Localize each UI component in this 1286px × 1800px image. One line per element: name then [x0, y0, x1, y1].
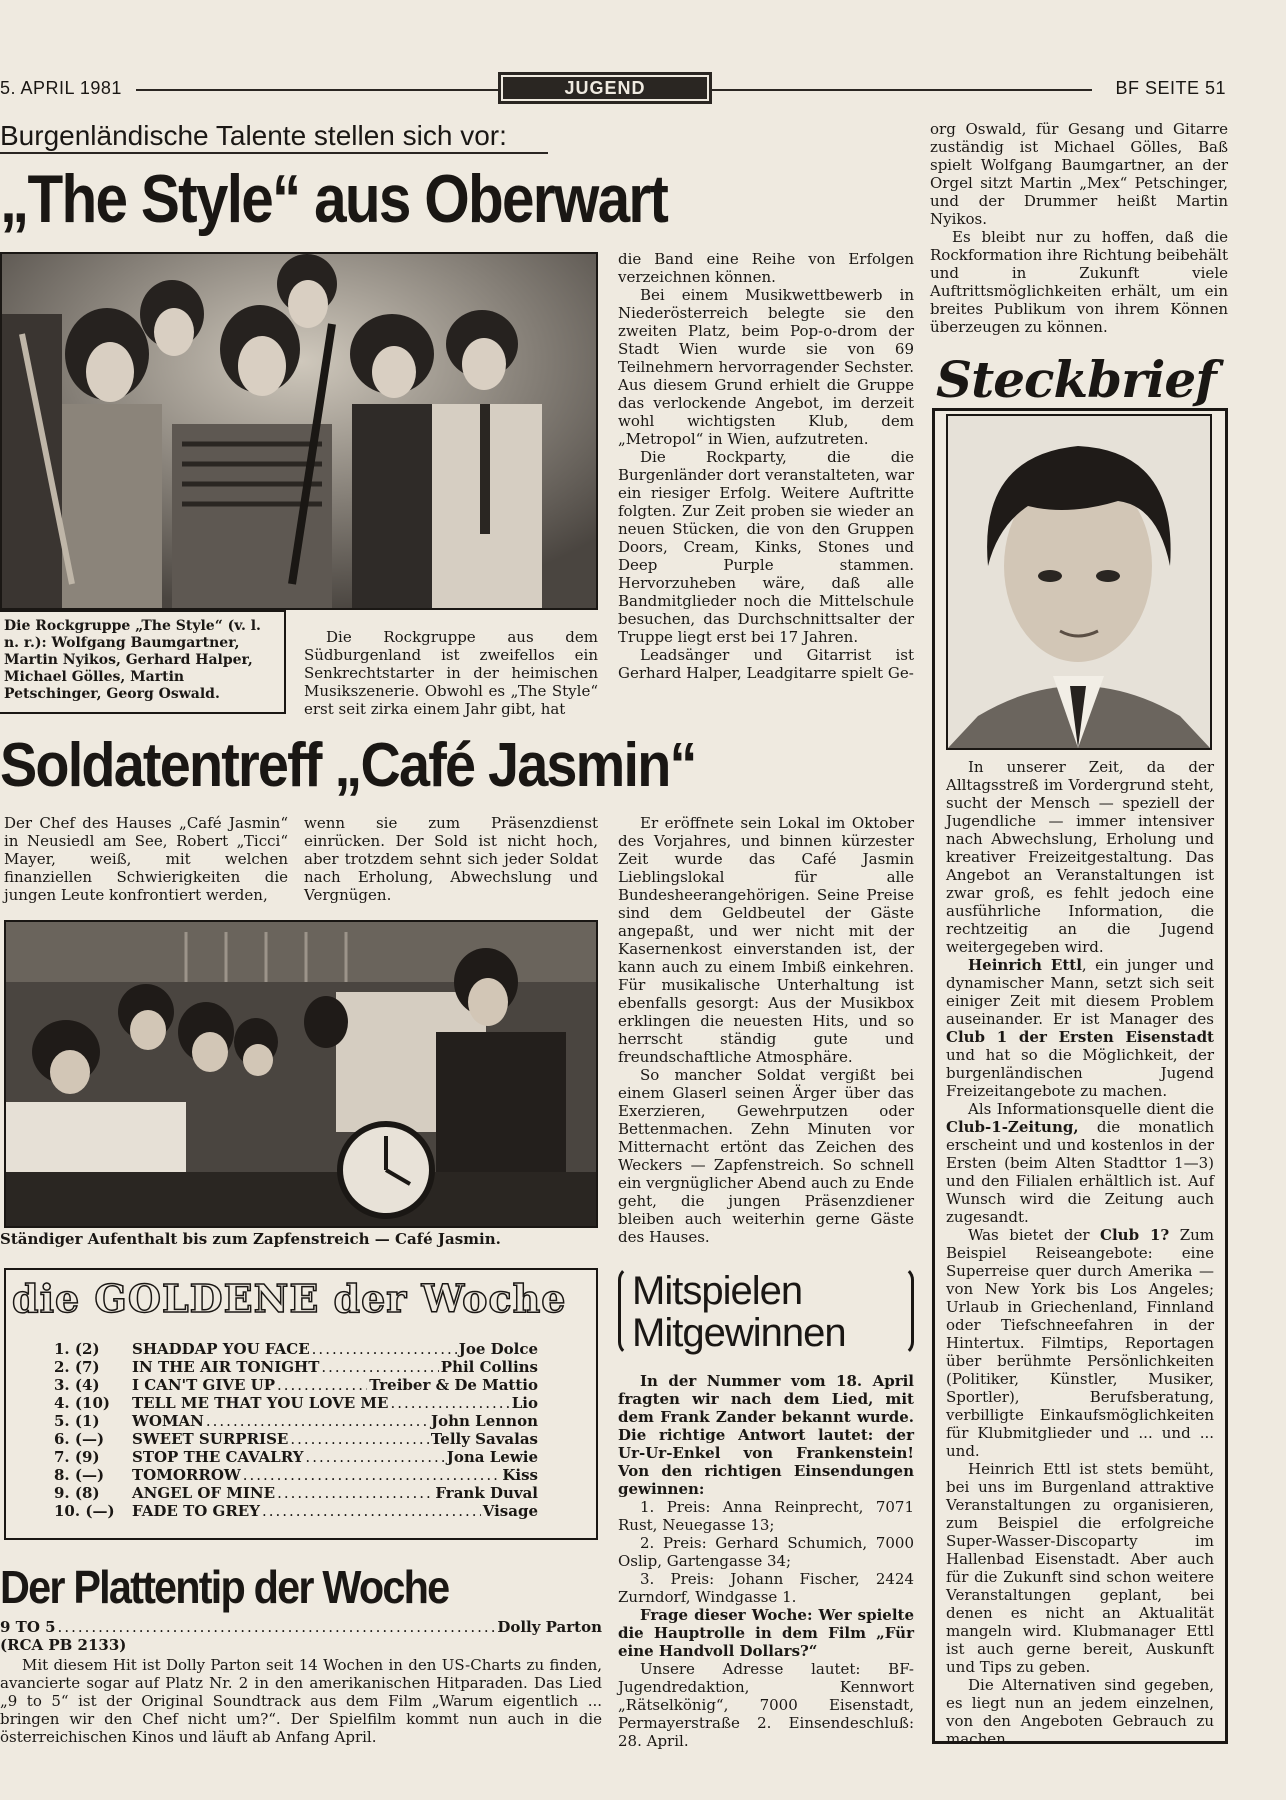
kicker-underline: [0, 152, 548, 154]
chart-artist: Telly Savalas: [430, 1430, 538, 1448]
chart-rank: 2.: [54, 1358, 70, 1376]
cafe-photo-caption: Ständiger Aufenthalt bis zum Zapfenstreich — Café Jasmin.: [0, 1230, 501, 1248]
chart-prev: (4): [74, 1376, 100, 1394]
steckbrief-p3a: Als Informationsquelle dient die: [968, 1100, 1214, 1118]
chart-entry-4: [54, 1394, 538, 1412]
chart-title: WOMAN: [132, 1412, 204, 1430]
chart-entry-1: [54, 1340, 538, 1358]
article1-col1: Die Rockgruppe aus dem Südburgenland ist zweifellos ein Senkrechtstarter in der heimischen Musikszenerie. Obwohl es „The Style“ erst seit zirka einem Jahr gibt, hat: [304, 628, 598, 718]
steckbrief-club-name: Club 1 der Ersten Eisenstadt: [946, 1028, 1214, 1046]
chart-rank: 7.: [54, 1448, 70, 1466]
chart-title: SWEET SURPRISE: [132, 1430, 289, 1448]
mitspielen-question: Frage dieser Woche: Wer spielte die Hauptrolle in dem Film „Für eine Handvoll Dollars?“: [618, 1606, 914, 1660]
portrait-image: [948, 416, 1210, 748]
plattentip-headline: Der Plattentip der Woche: [0, 1561, 449, 1613]
section-label: JUGEND: [498, 72, 712, 104]
chart-rank: 6.: [54, 1430, 70, 1448]
steckbrief-body: [946, 758, 1214, 1748]
chart-rank: 5.: [54, 1412, 70, 1430]
article1-col2-p2: Bei einem Musikwettbewerb in Niederösterreich belegte sie den zweiten Platz, beim Pop-o-drom der Stadt Wien wurde sie von 69 Teilnehmern hervorragender Sechster. Aus diesem Grund erhielt die Gruppe das verlockende Angebot, im derzeit wohl wichtigsten Klub, dem „Metropol“ in Wien, aufzutreten.: [618, 286, 914, 448]
chart-prev: (8): [74, 1484, 100, 1502]
article1-col2-p4: Leadsänger und Gitarrist ist Gerhard Halper, Leadgitarre spielt Ge-: [618, 646, 914, 682]
article1-col2-p3: Die Rockparty, die die Burgenländer dort veranstalteten, war ein riesiger Erfolg. Weitere Auftritte folgten. Zur Zeit proben sie wieder an neuen Stücken, die von den Gruppen Doors, Cream, Kinks, Stones und Deep Purple stammen. Hervorzuheben wäre, daß alle Bandmitglieder noch die Mittelschule besuchen, das Durchschnittsalter der Truppe liegt erst bei 17 Jahren.: [618, 448, 914, 646]
chart-entry-6: [54, 1430, 538, 1448]
article2-col3: [618, 814, 914, 1246]
steckbrief-zeitung: Club-1-Zeitung,: [946, 1118, 1079, 1136]
chart-title: FADE TO GREY: [132, 1502, 260, 1520]
article2-headline: Soldatentreff „Café Jasmin“: [0, 731, 696, 800]
chart-prev: (1): [74, 1412, 100, 1430]
chart-artist: Treiber & De Mattio: [369, 1376, 538, 1394]
portrait-photo: [946, 414, 1212, 750]
header-rule-right: [712, 89, 1092, 91]
steckbrief-p3b: die monatlich erscheint und und kostenlos in der Ersten (beim Alten Stadttor 1—3) und den Filialen erhältlich ist. Auf Wunsch wird die Zeitung auch zugesandt.: [946, 1118, 1214, 1226]
chart-artist: Joe Dolce: [458, 1340, 538, 1358]
steckbrief-p6: Die Alternativen sind gegeben, es liegt nun an jedem einzelnen, von den Angeboten Gebrauch zu machen.: [946, 1676, 1214, 1748]
mitspielen-prize1: 1. Preis: Anna Reinprecht, 7071 Rust, Neuegasse 13;: [618, 1498, 914, 1534]
chart-title: TELL ME THAT YOU LOVE ME: [132, 1394, 389, 1412]
plattentip-body: Mit diesem Hit ist Dolly Parton seit 14 Wochen in den US-Charts zu finden, avancierte sogar auf Platz Nr. 2 in den amerikanischen Hitparaden. Das Lied „9 to 5“ ist der Original Soundtrack aus dem Film „Warum eigentlich ... bringen wir den Chef nicht um?“. Der Spielfilm kommt nun auch in die österreichischen Kinos und läuft ab Anfang April.: [0, 1656, 602, 1746]
chart-title: ANGEL OF MINE: [132, 1484, 276, 1502]
mitspielen-prize2: 2. Preis: Gerhard Schumich, 7000 Oslip, Gartengasse 34;: [618, 1534, 914, 1570]
cafe-photo: [4, 920, 598, 1228]
chart-prev: (9): [74, 1448, 100, 1466]
header-rule-left: [136, 89, 498, 91]
plattentip-record: [0, 1618, 602, 1636]
chart-rank: 1.: [54, 1340, 70, 1358]
article1-col2: [618, 250, 914, 682]
chart-rank: 10.: [54, 1502, 81, 1520]
band-photo-caption: Die Rockgruppe „The Style“ (v. l. n. r.): Wolfgang Baumgartner, Martin Nyikos, Gerhard Halper, Michael Gölles, Martin Petschinger, Georg Oswald.: [0, 610, 286, 714]
chart-prev: (—): [74, 1466, 105, 1484]
chart-title: STOP THE CAVALRY: [132, 1448, 304, 1466]
chart-artist: Kiss: [502, 1466, 538, 1484]
chart-entry-7: [54, 1448, 538, 1466]
plattentip-catalog: (RCA PB 2133): [0, 1636, 127, 1654]
steckbrief-p2b: und hat so die Möglichkeit, der burgenländischen Jugend Freizeitangebote zu machen.: [946, 1046, 1214, 1100]
chart-entry-5: [54, 1412, 538, 1430]
cafe-photo-image: [6, 922, 598, 1228]
mitspielen-title: [632, 1270, 846, 1354]
chart-entry-2: [54, 1358, 538, 1376]
steckbrief-club: Club 1?: [1100, 1226, 1170, 1244]
steckbrief-p5: Heinrich Ettl ist stets bemüht, bei uns im Burgenland attraktive Veranstaltungen zu organisieren, zum Beispiel die erfolgreiche Super-Wasser-Discoparty im Hallenbad Eisenstadt. Aber auch für die Zukunft sind schon weitere Veranstaltungen geplant, bei denen es nicht an Aktualität mangeln wird. Klubmanager Ettl ist auch gerne bereit, Auskunft und Tips zu geben.: [946, 1460, 1214, 1676]
chart-artist: Visage: [482, 1502, 538, 1520]
chart-rank: 3.: [54, 1376, 70, 1394]
chart-entry-9: [54, 1484, 538, 1502]
steckbrief-p4a: Was bietet der: [968, 1226, 1101, 1244]
article1-col2-p1: die Band eine Reihe von Erfolgen verzeichnen können.: [618, 250, 914, 286]
band-photo: [0, 252, 598, 610]
mitspielen-prize3: 3. Preis: Johann Fischer, 2424 Zurndorf, Windgasse 1.: [618, 1570, 914, 1606]
article1-headline: „The Style“ aus Oberwart: [0, 161, 668, 237]
chart-title: IN THE AIR TONIGHT: [132, 1358, 320, 1376]
chart-title: I CAN'T GIVE UP: [132, 1376, 275, 1394]
steckbrief-p1: In unserer Zeit, da der Alltagsstreß im Vordergrund steht, sucht der Mensch — speziell der Jugendliche — immer intensiver nach Abwechslung, Erholung und kreativer Freizeitgestaltung. Das Angebot an Veranstaltungen ist zwar groß, es fehlt jedoch eine ausführliche Information, die rechtzeitig an die Jugend weitergegeben wird.: [946, 758, 1214, 956]
chart-prev: (10): [74, 1394, 110, 1412]
page-number: BF SEITE 51: [1115, 78, 1226, 98]
plattentip-artist: Dolly Parton: [497, 1618, 602, 1636]
article1-col3-p1: org Oswald, für Gesang und Gitarre zuständig ist Michael Gölles, Baß spielt Wolfgang Baumgartner, an der Orgel sitzt Martin „Mex“ Petschinger, und der Drummer heißt Martin Nyikos.: [930, 120, 1228, 228]
chart-title: TOMORROW: [132, 1466, 241, 1484]
chart-artist: Frank Duval: [435, 1484, 538, 1502]
mitspielen-title-line2: Mitgewinnen: [632, 1311, 846, 1355]
issue-date: 5. APRIL 1981: [0, 78, 122, 98]
mitspielen-title-line1: Mitspielen: [632, 1269, 803, 1313]
article1-col3-p2: Es bleibt nur zu hoffen, daß die Rockformation ihre Richtung beibehält und in Zukunft viele Auftrittsmöglichkeiten erhält, um ein breites Publikum von ihrem Können überzeugen zu können.: [930, 228, 1228, 336]
mitspielen-address: Unsere Adresse lautet: BF-Jugendredaktion, Kennwort „Rätselkönig“, 7000 Eisenstadt, Permayerstraße 2. Einsendeschluß: 28. April.: [618, 1660, 914, 1750]
mitspielen-intro: In der Nummer vom 18. April fragten wir nach dem Lied, mit dem Frank Zander bekannt wurde. Die richtige Antwort lautet: der Ur-Ur-Enkel von Frankenstein! Von den richtigen Einsendungen gewinnen:: [618, 1372, 914, 1498]
article2-col3-p2: So mancher Soldat vergißt bei einem Glaserl seinen Ärger über das Exerzieren, Gewehrputzen oder Bettenmachen. Zehn Minuten vor Mitternacht ertönt das Zeichen des Weckers — Zapfenstreich. So schnell ein vergnüglicher Abend auch zu Ende geht, die jungen Präsenzdiener bleiben auch weiterhin gerne Gäste des Hauses.: [618, 1066, 914, 1246]
chart-prev: (7): [74, 1358, 100, 1376]
article2-col3-p1: Er eröffnete sein Lokal im Oktober des Vorjahres, und binnen kürzester Zeit wurde das Café Jasmin Lieblingslokal für alle Bundesheerangehörigen. Seine Preise sind dem Geldbeutel der Gäste angepaßt, und wer nicht mit der Kasernenkost einverstanden ist, der kann auch zu einem Imbiß einkehren. Für musikalische Unterhaltung ist ebenfalls gesorgt: Aus der Musikbox erklingen die neuesten Hits, und so herrscht ständig gute und freundschaftliche Atmosphäre.: [618, 814, 914, 1066]
chart-prev: (—): [85, 1502, 115, 1520]
chart-rank: 9.: [54, 1484, 70, 1502]
chart-rank: 4.: [54, 1394, 70, 1412]
article2-col2: wenn sie zum Präsenzdienst einrücken. Der Sold ist nicht hoch, aber trotzdem sehnt sich jeder Soldat nach Erholung, Abwechslung und Vergnügen.: [304, 814, 598, 904]
plattentip-title: 9 TO 5: [0, 1618, 56, 1636]
chart-entry-10: [54, 1502, 538, 1520]
article1-col3: [930, 120, 1228, 336]
steckbrief-title: Steckbrief: [936, 350, 1216, 409]
chart-artist: John Lennon: [431, 1412, 538, 1430]
mitspielen-body: [618, 1372, 914, 1750]
chart-title: SHADDAP YOU FACE: [132, 1340, 310, 1358]
steckbrief-name: Heinrich Ettl: [968, 956, 1082, 974]
chart-prev: (—): [74, 1430, 105, 1448]
goldene-title: die GOLDENE der Woche: [12, 1276, 567, 1321]
chart-artist: Jona Lewie: [446, 1448, 538, 1466]
steckbrief-p4b: Zum Beispiel Reiseangebote: eine Superreise quer durch Amerika — von New York bis Los Angeles; Urlaub in Griechenland, Finnland oder Tiefschneefahren in der Hintertux. Filmtips, Reportagen über berühmte Persönlichkeiten (Politiker, Künstler, Musiker, Sportler), Berufsberatung, verbilligte Einkaufsmöglichkeiten für Klubmitglieder und ... und ... und.: [946, 1226, 1214, 1460]
chart-entry-3: [54, 1376, 538, 1394]
band-photo-image: [2, 254, 598, 610]
chart-artist: Lio: [511, 1394, 538, 1412]
article2-col1: Der Chef des Hauses „Café Jasmin“ in Neusiedl am See, Robert „Ticci“ Mayer, weiß, mit welchen finanziellen Schwierigkeiten die jungen Leute konfrontiert werden,: [4, 814, 288, 904]
steckbrief-p2a: , ein junger und dynamischer Mann, setzt sich seit einiger Zeit mit diesem Problem auseinander. Er ist Manager des: [946, 956, 1214, 1028]
chart-prev: (2): [74, 1340, 100, 1358]
article1-kicker: Burgenländische Talente stellen sich vor:: [0, 120, 507, 151]
chart-entry-8: [54, 1466, 538, 1484]
chart-rank: 8.: [54, 1466, 70, 1484]
chart-artist: Phil Collins: [440, 1358, 538, 1376]
